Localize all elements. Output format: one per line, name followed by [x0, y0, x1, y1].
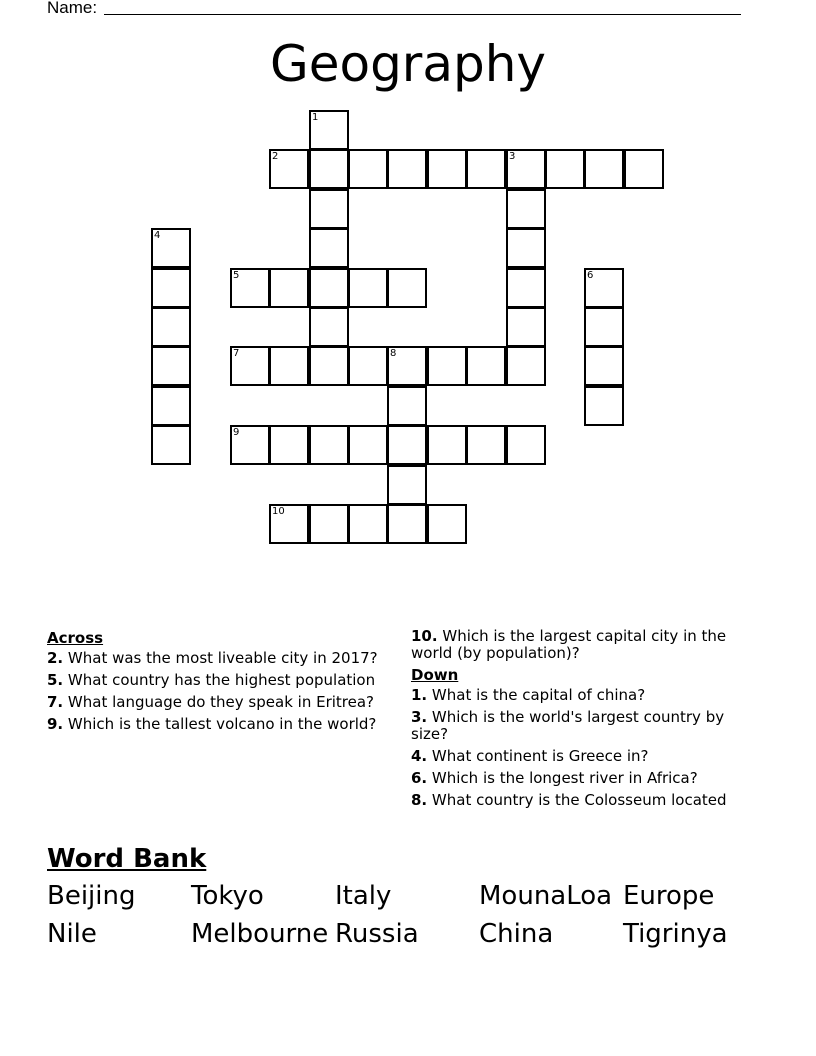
crossword-cell[interactable]	[387, 268, 427, 308]
cell-number: 6	[587, 270, 594, 281]
crossword-cell[interactable]	[151, 228, 191, 268]
crossword-cell[interactable]	[230, 346, 270, 386]
crossword-cell[interactable]	[387, 465, 427, 505]
down-heading: Down	[411, 666, 459, 684]
crossword-cell[interactable]	[427, 346, 467, 386]
crossword-cell[interactable]	[387, 504, 427, 544]
clue-text: What was the most liveable city in 2017?	[67, 649, 378, 667]
clue-down-4	[411, 748, 761, 765]
clue-across-5	[47, 672, 387, 689]
clue-text: Which is the tallest volcano in the world?	[67, 715, 377, 733]
crossword-cell[interactable]	[269, 504, 309, 544]
clue-number: 6.	[411, 769, 428, 787]
crossword-cell[interactable]	[387, 425, 427, 465]
crossword-cell[interactable]	[584, 386, 624, 426]
crossword-cell[interactable]	[230, 268, 270, 308]
crossword-cell[interactable]	[624, 149, 664, 189]
crossword-cell[interactable]	[584, 346, 624, 386]
clue-number: 1.	[411, 686, 428, 704]
cell-number: 7	[233, 348, 240, 359]
cell-number: 9	[233, 427, 240, 438]
word-bank-title: Word Bank	[47, 844, 207, 874]
word-bank-item: Nile	[47, 919, 97, 949]
crossword-cell[interactable]	[269, 346, 309, 386]
word-bank-item: Russia	[335, 919, 419, 949]
word-bank-item: China	[479, 919, 554, 949]
word-bank-item: MounaLoa	[479, 881, 613, 911]
clue-number: 5.	[47, 671, 64, 689]
cell-number: 2	[272, 151, 279, 162]
crossword-cell[interactable]	[506, 425, 546, 465]
clue-text: Which is the largest capital city in the world (by population)?	[411, 627, 727, 662]
clue-text: What country has the highest population	[67, 671, 376, 689]
crossword-cell[interactable]	[427, 425, 467, 465]
crossword-cell[interactable]	[269, 149, 309, 189]
page-title: Geography	[269, 35, 547, 93]
clue-down-1	[411, 687, 761, 704]
crossword-cell[interactable]	[427, 504, 467, 544]
clue-across-2	[47, 650, 387, 667]
crossword-cell[interactable]	[387, 386, 427, 426]
clue-text: Which is the longest river in Africa?	[431, 769, 698, 787]
crossword-cell[interactable]	[387, 149, 427, 189]
crossword-cell[interactable]	[506, 346, 546, 386]
clue-number: 9.	[47, 715, 64, 733]
crossword-cell[interactable]	[348, 149, 388, 189]
clue-number: 8.	[411, 791, 428, 809]
crossword-cell[interactable]	[348, 425, 388, 465]
clue-number: 2.	[47, 649, 64, 667]
crossword-cell[interactable]	[387, 346, 427, 386]
crossword-cell[interactable]	[151, 386, 191, 426]
name-label: Name:	[47, 0, 98, 17]
crossword-cell[interactable]	[309, 425, 349, 465]
crossword-cell[interactable]	[151, 307, 191, 347]
across-heading: Across	[47, 629, 104, 647]
crossword-cell[interactable]	[506, 189, 546, 229]
crossword-cell[interactable]	[309, 307, 349, 347]
crossword-cell[interactable]	[309, 346, 349, 386]
crossword-cell[interactable]	[584, 268, 624, 308]
crossword-cell[interactable]	[309, 504, 349, 544]
word-bank-item: Melbourne	[191, 919, 329, 949]
crossword-cell[interactable]	[466, 425, 506, 465]
clue-text: What is the capital of china?	[431, 686, 646, 704]
word-bank-item: Europe	[623, 881, 715, 911]
clue-text: Which is the world's largest country by size?	[411, 708, 725, 743]
crossword-cell[interactable]	[466, 149, 506, 189]
word-bank-item: Beijing	[47, 881, 136, 911]
clue-number: 7.	[47, 693, 64, 711]
clues-left-column	[47, 628, 387, 738]
cell-number: 5	[233, 270, 240, 281]
crossword-cell[interactable]	[506, 228, 546, 268]
clue-down-8	[411, 792, 761, 809]
crossword-cell[interactable]	[584, 307, 624, 347]
crossword-cell[interactable]	[151, 268, 191, 308]
crossword-cell[interactable]	[269, 425, 309, 465]
clue-number: 3.	[411, 708, 428, 726]
cell-number: 4	[154, 230, 161, 241]
crossword-cell[interactable]	[506, 268, 546, 308]
crossword-cell[interactable]	[506, 307, 546, 347]
crossword-cell[interactable]	[309, 228, 349, 268]
cell-number: 1	[312, 112, 319, 123]
crossword-cell[interactable]	[545, 149, 585, 189]
word-bank-item: Italy	[335, 881, 392, 911]
crossword-cell[interactable]	[309, 149, 349, 189]
crossword-cell[interactable]	[309, 268, 349, 308]
cell-number: 3	[509, 151, 516, 162]
crossword-cell[interactable]	[348, 504, 388, 544]
clue-down-3	[411, 709, 761, 743]
clue-number: 10.	[411, 627, 438, 645]
word-bank	[47, 880, 767, 950]
clue-text: What continent is Greece in?	[431, 747, 649, 765]
clue-text: What country is the Colosseum located	[431, 791, 727, 809]
cell-number: 8	[390, 348, 397, 359]
clues-right-column	[411, 628, 761, 814]
clue-text: What language do they speak in Eritrea?	[67, 693, 375, 711]
crossword-cell[interactable]	[427, 149, 467, 189]
crossword-cell[interactable]	[348, 346, 388, 386]
crossword-cell[interactable]	[151, 346, 191, 386]
crossword-cell[interactable]	[584, 149, 624, 189]
crossword-cell[interactable]	[269, 268, 309, 308]
crossword-cell[interactable]	[309, 110, 349, 150]
clue-across-10	[411, 628, 761, 662]
cell-number: 10	[272, 506, 285, 517]
clue-across-7	[47, 694, 387, 711]
word-bank-item: Tigrinya	[623, 919, 728, 949]
clue-across-9	[47, 716, 387, 733]
crossword-cell[interactable]	[230, 425, 270, 465]
word-bank-item: Tokyo	[191, 881, 264, 911]
crossword-cell[interactable]	[506, 149, 546, 189]
clue-number: 4.	[411, 747, 428, 765]
crossword-cell[interactable]	[309, 189, 349, 229]
crossword-cell[interactable]	[466, 346, 506, 386]
crossword-cell[interactable]	[348, 268, 388, 308]
crossword-cell[interactable]	[151, 425, 191, 465]
clue-down-6	[411, 770, 761, 787]
